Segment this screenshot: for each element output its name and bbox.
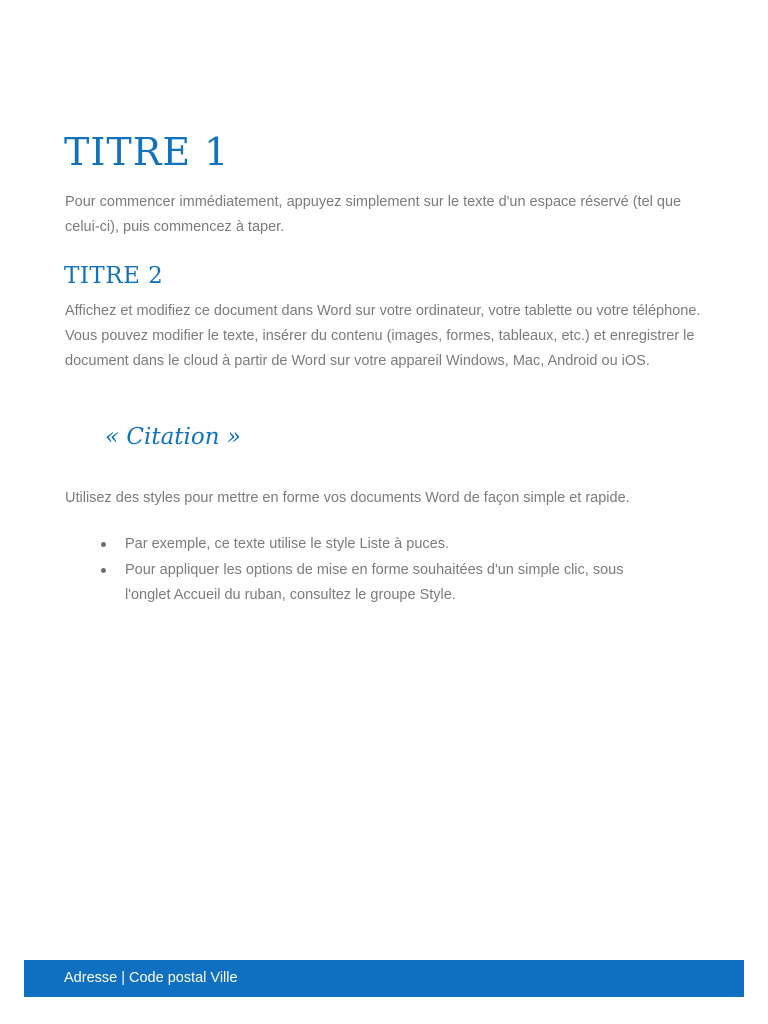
bullet-list [65,532,665,609]
bullet-icon [101,568,106,573]
bullet-list-item[interactable] [65,558,665,608]
paragraph-word-info[interactable]: Affichez et modifiez ce document dans Word sur votre ordinateur, votre tablette ou votre téléphone. Vous pouvez modifier le texte, insérer du contenu (images, formes, tableaux, etc.) et enregistrer le document dans le cloud à partir de Word sur votre appareil Windows, Mac, Android ou iOS. [65,303,701,369]
footer-address[interactable]: Adresse | Code postal Ville [64,970,238,986]
footer-bar [24,960,744,997]
quote-text[interactable]: « Citation » [105,424,241,450]
heading-1[interactable]: TITRE 1 [64,130,230,174]
bullet-list-item[interactable] [65,532,665,557]
bullet-icon [101,542,106,547]
paragraph-intro[interactable]: Pour commencer immédiatement, appuyez simplement sur le texte d'un espace réservé (tel que celui-ci), puis commencez à taper. [65,194,682,235]
heading-2[interactable]: TITRE 2 [64,263,164,289]
bullet-text: Pour appliquer les options de mise en forme souhaitées d'un simple clic, sous l'onglet Accueil du ruban, consultez le groupe Style. [125,562,624,603]
paragraph-styles[interactable]: Utilisez des styles pour mettre en forme vos documents Word de façon simple et rapide. [65,490,630,506]
bullet-text: Par exemple, ce texte utilise le style Liste à puces. [125,536,449,552]
